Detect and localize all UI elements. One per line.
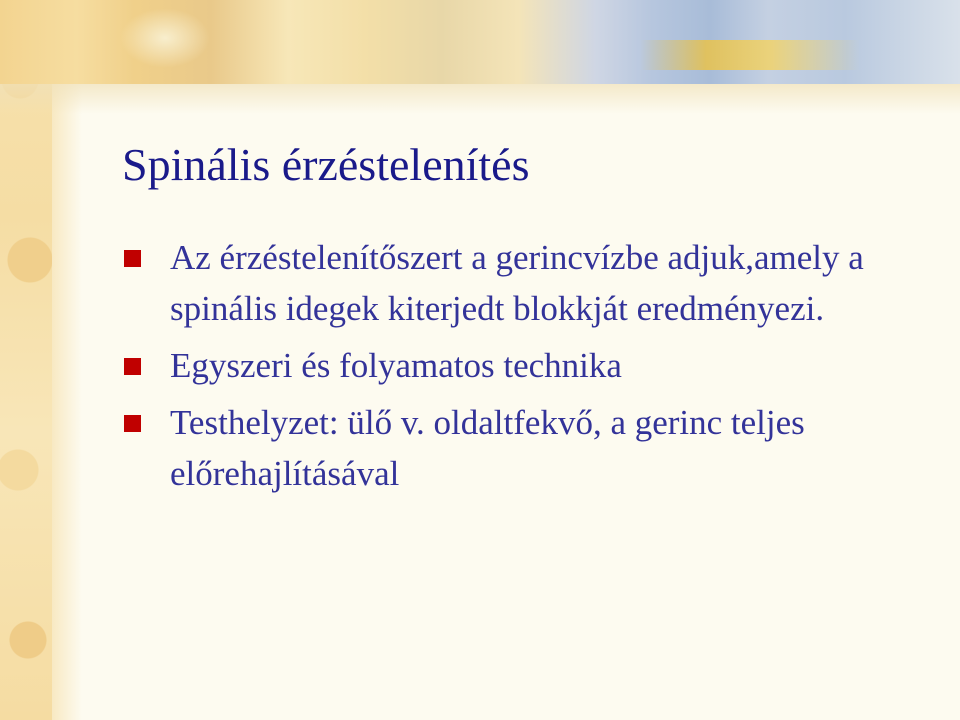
bullet-text: Az érzéstelenítőszert a gerincvízbe adjuk,amely a spinális idegek kiterjedt blokkját eredményezi. [170, 238, 864, 328]
square-bullet-icon [124, 250, 141, 267]
decorative-top-banner [0, 0, 960, 84]
bullet-item [122, 340, 882, 391]
square-bullet-icon [124, 415, 141, 432]
bullet-item [122, 397, 882, 499]
bullet-text: Testhelyzet: ülő v. oldaltfekvő, a gerinc teljes előrehajlításával [170, 403, 805, 493]
bullet-item [122, 232, 882, 334]
slide-title: Spinális érzéstelenítés [122, 139, 530, 190]
square-bullet-icon [124, 358, 141, 375]
bullet-text: Egyszeri és folyamatos technika [170, 346, 622, 385]
decorative-top-fade [0, 84, 960, 114]
bullet-list [122, 232, 882, 505]
